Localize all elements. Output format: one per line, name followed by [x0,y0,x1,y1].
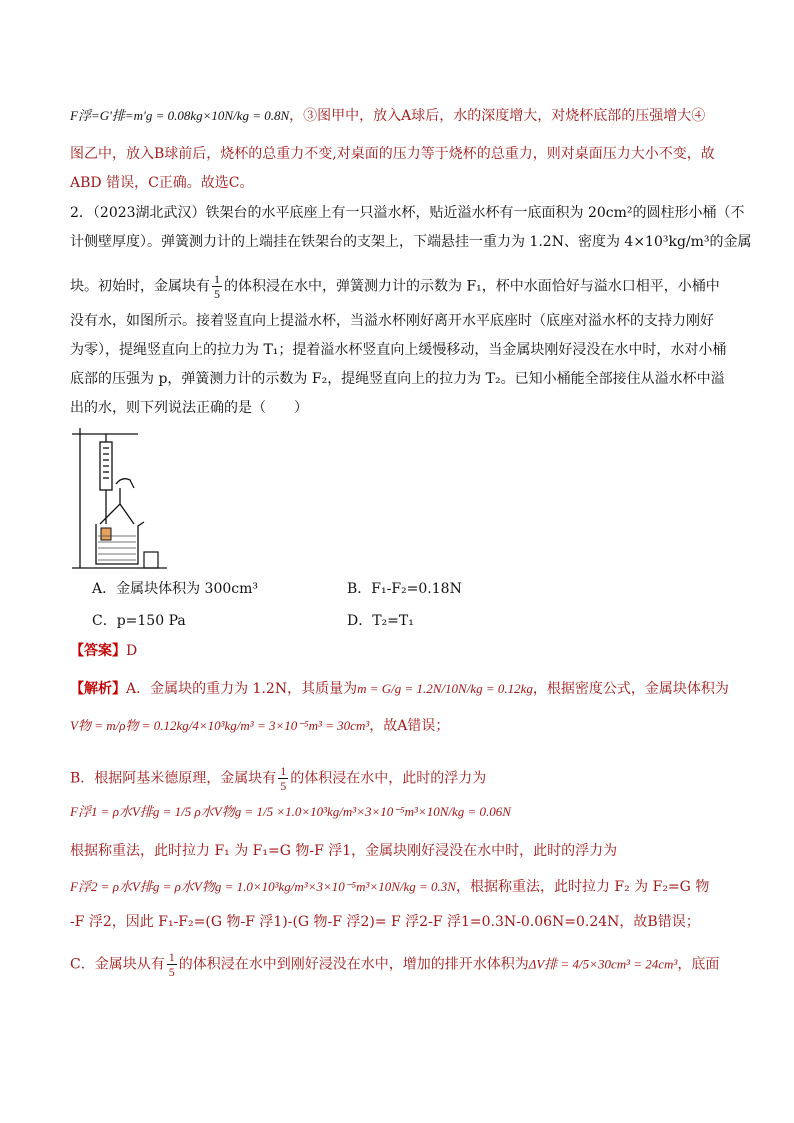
option-c: C．p=150 Pa [92,613,186,629]
apparatus-figure [72,426,172,572]
analysis-line-c1 [70,950,719,979]
frac-den: 5 [214,287,220,301]
equation-buoyancy-1: F浮1 = ρ水V排g = 1/5 ρ水V物g = 1/5 ×1.0×10³kg/m³×3×10⁻⁵m³×10N/kg = 0.06N [70,804,511,819]
formula-buoyancy: F浮=G'排=m'g = 0.08kg×10N/kg = 0.8N [70,108,290,123]
analysis-c1-tail: ，底面 [677,956,720,973]
question-line-7: 出的水，则下列说法正确的是（ ） [70,400,308,416]
equation-delta-v: ΔV排 = 4/5×30cm³ = 24cm³ [528,956,678,972]
frac-num: 1 [214,272,220,286]
prev-line-3: ABD 错误，C正确。故选C。 [70,175,254,191]
analysis-a1-tail: ，根据密度公式，金属块体积为 [532,681,729,697]
answer-tag: 【答案】 [70,643,126,659]
analysis-line-a1 [70,679,729,699]
hand-icon [116,479,134,488]
equation-volume: V物 = m/ρ物 = 0.12kg/4×10³kg/m³ = 3×10⁻⁵m³ = 30cm³ [70,718,370,733]
analysis-tag: 【解析】 [70,681,126,697]
question-line-3a: 块。初始时，金属块有 [70,278,210,295]
analysis-line-a2 [70,716,449,736]
equation-mass: m = G/g = 1.2N/10N/kg = 0.12kg [357,681,533,696]
option-d: D．T₂=T₁ [347,613,414,629]
analysis-line-b1 [70,764,486,793]
lift-rope [100,504,134,524]
question-line-4: 没有水，如图所示。接着竖直向上提溢水杯，当溢水杯刚好离开水平底座时（底座对溢水杯的支持力刚好 [70,313,714,329]
analysis-a2-tail: ，故A错误； [369,718,450,734]
analysis-a1: A．金属块的重力为 1.2N，其质量为 [126,681,358,697]
answer-value: D [126,643,138,659]
question-line-3b: 的体积浸在水中，弹簧测力计的示数为 F₁，杯中水面恰好与溢水口相平，小桶中 [224,278,720,295]
analysis-line-b4 [70,877,709,897]
answer-line [70,641,137,661]
analysis-b1b: 的体积浸在水中，此时的浮力为 [290,770,487,787]
option-a: A．金属块体积为 300cm³ [92,581,259,597]
question-line-3 [70,272,720,301]
fraction-one-fifth-c: $\frac{1}{5}$ [168,950,175,979]
analysis-b1a: B．根据阿基米德原理，金属块有 [70,770,277,787]
option-b: B．F₁-F₂=0.18N [347,581,462,597]
analysis-b4-tail: ，根据称重法，此时拉力 F₂ 为 F₂=G 物 [455,879,710,895]
prev-text-1: ，③图甲中，放入A球后，水的深度增大，对烧杯底部的压强增大④ [289,108,706,124]
prev-line-1 [70,106,705,126]
question-line-2: 计侧壁厚度）。弹簧测力计的上端挂在铁架台的支架上，下端悬挂一重力为 1.2N、密度为 4×10³kg/m³的金属 [70,234,752,250]
question-line-6: 底部的压强为 p，弹簧测力计的示数为 F₂，提绳竖直向上的拉力为 T₂。已知小桶能全部接住从溢水杯中溢 [70,371,725,387]
small-bucket [144,552,158,568]
analysis-line-b2 [70,802,511,822]
fraction-one-fifth-b: $\frac{1}{5}$ [280,764,287,793]
fraction-one-fifth [212,272,222,301]
metal-block [101,528,111,540]
question-line-5: 为零），提绳竖直向上的拉力为 T₁；提着溢水杯竖直向上缓慢移动，当金属块刚好浸没在水中时，水对小桶 [70,342,727,358]
analysis-line-b5: -F 浮2，因此 F₁-F₂=(G 物-F 浮1)-(G 物-F 浮2)= F 浮2-F 浮1=0.3N-0.06N=0.24N，故B错误； [70,914,700,930]
analysis-c1b: 的体积浸在水中到刚好浸没在水中，增加的排开水体积为 [178,956,529,973]
prev-line-2: 图乙中，放入B球前后，烧杯的总重力不变,对桌面的压力等于烧杯的总重力，则对桌面压力大小不变，故 [70,146,715,162]
question-line-1: 2．（2023湖北武汉）铁架台的水平底座上有一只溢水杯，贴近溢水杯有一底面积为 20cm²的圆柱形小桶（不 [70,205,745,221]
analysis-c1a: C．金属块从有 [70,956,165,973]
analysis-line-b3: 根据称重法，此时拉力 F₁ 为 F₁=G 物-F 浮1，金属块刚好浸没在水中时，此时的浮力为 [70,843,618,859]
equation-buoyancy-2: F浮2 = ρ水V排g = ρ水V物g = 1.0×10³kg/m³×3×10⁻⁵m³×10N/kg = 0.3N [70,879,456,894]
